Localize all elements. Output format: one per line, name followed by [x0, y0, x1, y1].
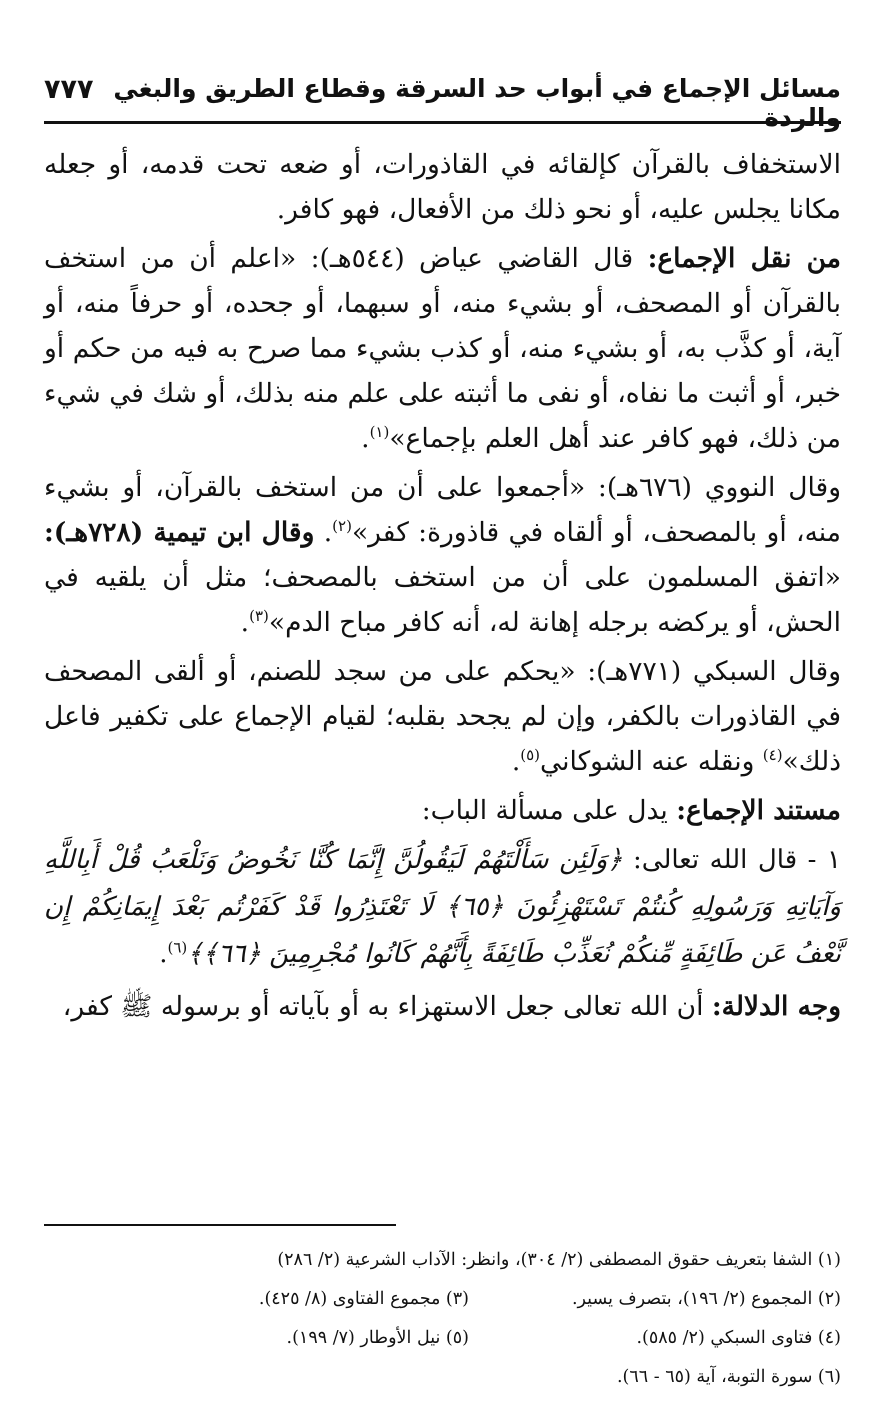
footnote-5: (٥) نيل الأوطار (٧/ ١٩٩).: [286, 1327, 469, 1348]
paragraph-3: [44, 465, 841, 645]
book-page: [44, 60, 841, 1390]
footnote-ref-2: (٢): [332, 517, 352, 536]
paragraph-4-end: .: [511, 746, 521, 777]
paragraph-5-text: يدل على مسألة الباب:: [421, 795, 677, 826]
paragraph-2-end: .: [361, 423, 370, 454]
page-number: ٧٧٧: [44, 74, 94, 105]
page-body: [44, 142, 841, 1033]
quran-verse: ﴿وَلَئِن سَأَلْتَهُمْ لَيَقُولُنَّ إِنَّمَا كُنَّا نَخُوضُ وَنَلْعَبُ قُلْ أَبِاللَّهِ وَآيَاتِهِ وَرَسُولِهِ كُنتُمْ تَسْتَهْزِئُونَ ﴿٦٥﴾ لَا تَعْتَذِرُوا قَدْ كَفَرْتُم بَعْدَ إِيمَانِكُمْ إِن نَّعْفُ عَن طَائِفَةٍ مِّنكُمْ نُعَذِّبْ طَائِفَةً بِأَنَّهُمْ كَانُوا مُجْرِمِينَ ﴿٦٦﴾﴾: [44, 845, 841, 969]
running-title: مسائل الإجماع في أبواب حد السرقة وقطاع الطريق والبغي والردة: [113, 74, 841, 132]
paragraph-6-end: .: [159, 939, 168, 969]
footnote-row-2: [44, 1279, 841, 1318]
footnote-6: (٦) سورة التوبة، آية (٦٥ - ٦٦).: [616, 1366, 841, 1387]
footnote-1: (١) الشفا بتعريف حقوق المصطفى (٢/ ٣٠٤)، وانظر: الآداب الشرعية (٢/ ٢٨٦): [277, 1249, 841, 1270]
footnote-ref-5: (٥): [520, 746, 541, 765]
footnote-2: (٢) المجموع (٢/ ١٩٦)، بتصرف يسير.: [571, 1288, 841, 1309]
header-rule: [44, 121, 841, 124]
paragraph-3-text-b: .: [314, 517, 333, 548]
footnote-row-4: [44, 1357, 841, 1396]
footnote-rule: [44, 1224, 396, 1226]
footnote-ref-3: (٣): [249, 607, 269, 626]
section-lead-evidence: وجه الدلالة:: [711, 991, 841, 1022]
ibn-taymiyya-lead: وقال ابن تيمية (٧٢٨هـ):: [44, 517, 315, 548]
page-header: [44, 60, 841, 132]
paragraph-3-text-c: «اتفق المسلمون على أن من استخف بالمصحف؛ مثل أن يلقيه في الحش، أو يركضه برجله إهانة له، أنه كافر مباح الدم»: [44, 562, 841, 638]
paragraph-3-end: .: [240, 607, 250, 638]
footnote-4: (٤) فتاوى السبكي (٢/ ٥٨٥).: [636, 1327, 841, 1348]
paragraph-7-text: أن الله تعالى جعل الاستهزاء به أو بآياته أو برسوله ﷺ كفر،: [62, 991, 712, 1022]
verse-intro: ١ - قال الله تعالى:: [622, 845, 841, 875]
paragraph-4-text-b: ونقله عنه الشوكاني: [540, 746, 763, 777]
footnote-ref-6: (٦): [167, 938, 188, 957]
paragraph-1: [44, 142, 841, 232]
section-lead-transmission: من نقل الإجماع:: [647, 243, 841, 274]
footnotes: [44, 1240, 841, 1396]
paragraph-1-text: الاستخفاف بالقرآن كإلقائه في القاذورات، أو ضعه تحت قدمه، أو جعله مكانا يجلس عليه، أو نحو ذلك من الأفعال، فهو كافر.: [44, 149, 841, 225]
footnote-ref-1: (١): [369, 423, 390, 442]
paragraph-2-text: قال القاضي عياض (٥٤٤هـ): «اعلم أن من استخف بالقرآن أو المصحف، أو بشيء منه، أو سبهما، أو جحده، أو حرفاً منه، أو آية، أو كذَّب به، أو بشيء منه، أو كذب بشيء مما صرح به فيه من حكم أو خبر، أو أثبت ما نفاه، أو نفى ما أثبته على علم منه بذلك، أو شك في شيء من ذلك، فهو كافر عند أهل العلم بإجماع»: [44, 243, 841, 454]
footnote-3: (٣) مجموع الفتاوى (٨/ ٤٢٥).: [258, 1288, 469, 1309]
paragraph-4-text-a: وقال السبكي (٧٧١هـ): «يحكم على من سجد للصنم، أو ألقى المصحف في القاذورات بالكفر، وإن لم يجحد بقلبه؛ لقيام الإجماع على تكفير فاعل ذلك»: [44, 656, 841, 777]
paragraph-2: [44, 236, 841, 461]
paragraph-3-text-a: وقال النووي (٦٧٦هـ): «أجمعوا على أن من استخف بالقرآن، أو بشيء منه، أو بالمصحف، أو ألقاه في قاذورة: كفر»: [44, 472, 841, 548]
paragraph-6: [44, 837, 841, 978]
footnote-ref-4: (٤): [762, 746, 783, 765]
paragraph-4: [44, 649, 841, 784]
paragraph-7: [44, 984, 841, 1029]
footnote-row-3: [44, 1318, 841, 1357]
paragraph-5: [44, 788, 841, 833]
section-lead-basis: مستند الإجماع:: [676, 795, 841, 826]
footnote-row-1: [44, 1240, 841, 1279]
